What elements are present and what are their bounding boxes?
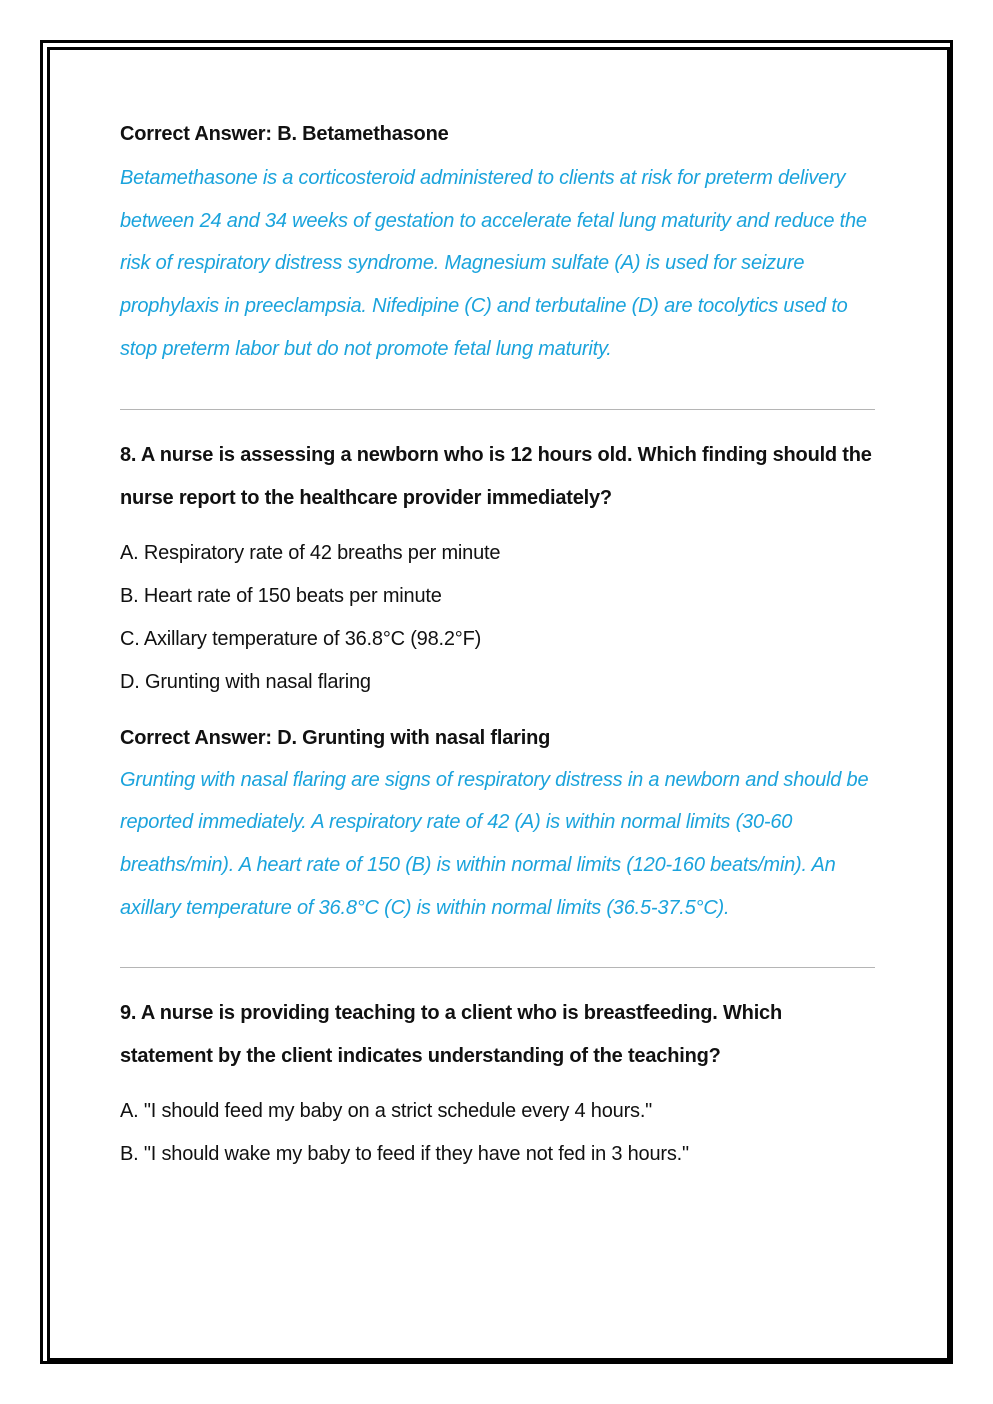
q8-options	[120, 532, 875, 704]
q8-correct-answer: Correct Answer: D. Grunting with nasal flaring	[120, 726, 551, 749]
q7-answer-block	[120, 118, 875, 371]
q8-option-c: C. Axillary temperature of 36.8°C (98.2°F)	[120, 627, 482, 650]
q8-option-b: B. Heart rate of 150 beats per minute	[120, 584, 442, 607]
q8-option-a: A. Respiratory rate of 42 breaths per minute	[120, 541, 501, 564]
q8-rationale: Grunting with nasal flaring are signs of respiratory distress in a newborn and should be reported immediately. A respiratory rate of 42 (A) is within normal limits (30-60 breaths/min). A heart rate of 150 (B) is within normal limits (120-160 beats/min). An axillary temperature of 36.8°C (C) is within normal limits (36.5-37.5°C).	[120, 768, 869, 919]
divider-1	[120, 409, 875, 410]
question-8	[120, 434, 875, 930]
q8-option-d: D. Grunting with nasal flaring	[120, 670, 371, 693]
q9-option-b: B. "I should wake my baby to feed if they have not fed in 3 hours."	[120, 1143, 689, 1166]
divider-2	[120, 967, 875, 968]
document-content	[120, 118, 875, 1176]
q7-rationale: Betamethasone is a corticosteroid administered to clients at risk for preterm delivery between 24 and 34 weeks of gestation to accelerate fetal lung maturity and reduce the risk of respiratory distress syndrome. Magnesium sulfate (A) is used for seizure prophylaxis in preeclampsia. Nifedipine (C) and terbutaline (D) are tocolytics used to stop preterm labor but do not promote fetal lung maturity.	[120, 167, 867, 360]
q9-question-text: 9. A nurse is providing teaching to a client who is breastfeeding. Which statement by the client indicates understanding of the teaching?	[120, 1002, 782, 1068]
q9-options	[120, 1090, 875, 1176]
q8-question-text: 8. A nurse is assessing a newborn who is 12 hours old. Which finding should the nurse report to the healthcare provider immediately?	[120, 443, 872, 509]
question-9	[120, 992, 875, 1176]
q9-option-a: A. "I should feed my baby on a strict schedule every 4 hours."	[120, 1100, 653, 1123]
q7-correct-answer: Correct Answer: B. Betamethasone	[120, 123, 449, 145]
